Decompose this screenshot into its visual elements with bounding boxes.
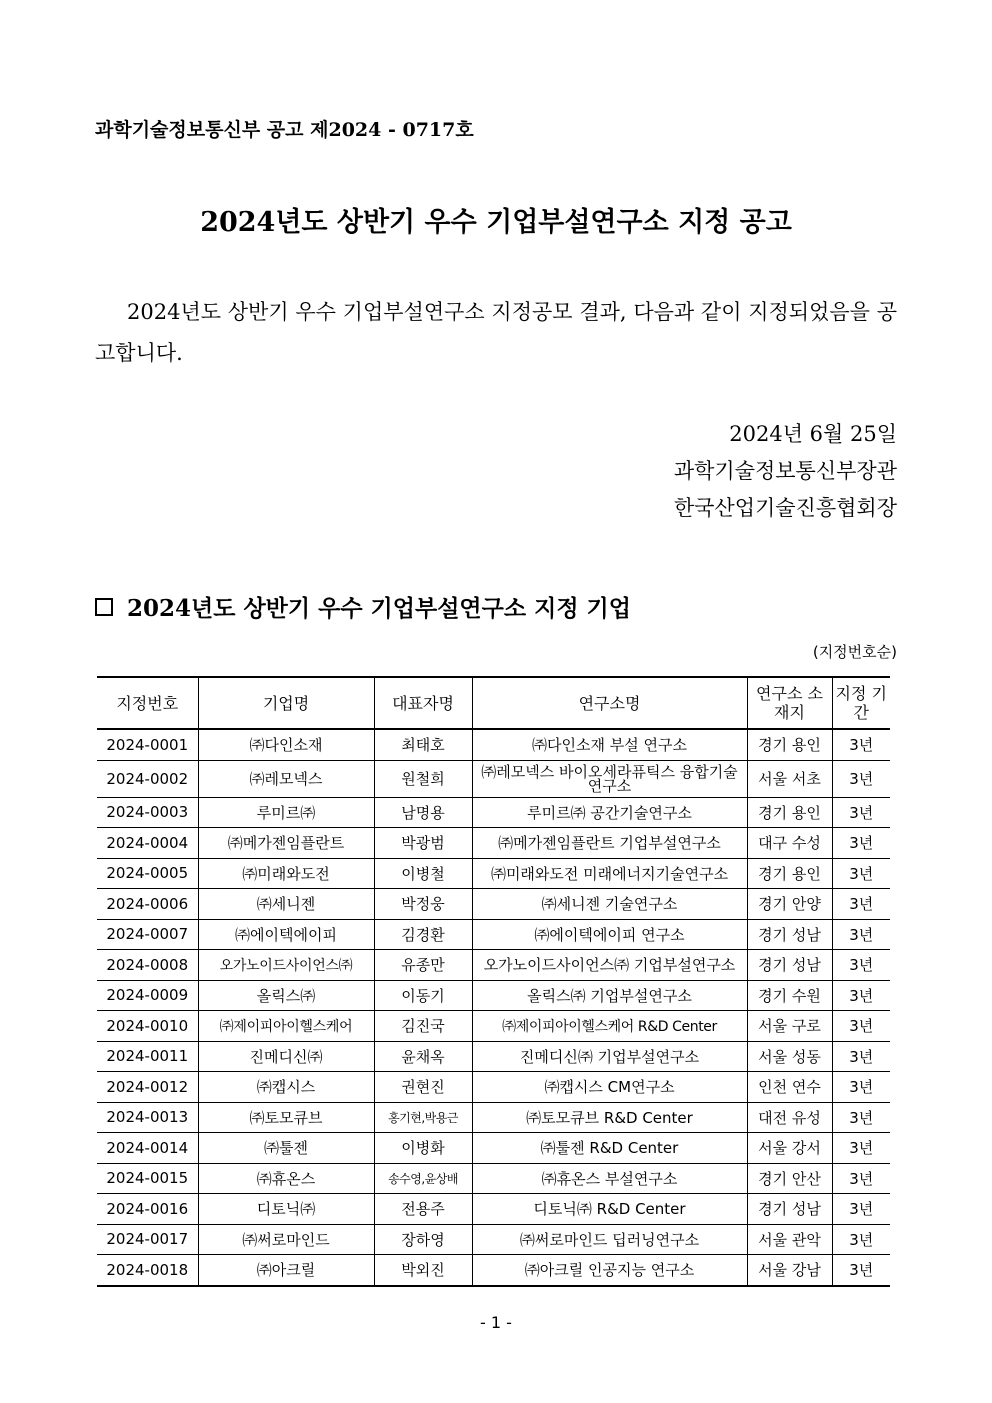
cell-period: 3년 — [832, 1194, 890, 1225]
cell-ceo: 유종만 — [374, 950, 472, 981]
cell-no: 2024-0012 — [97, 1072, 198, 1103]
announcement-body: 2024년도 상반기 우수 기업부설연구소 지정공모 결과, 다음과 같이 지정되었음을 공고합니다. — [95, 300, 897, 365]
cell-no: 2024-0013 — [97, 1102, 198, 1133]
cell-location: 서울 성동 — [747, 1041, 832, 1072]
cell-no: 2024-0005 — [97, 858, 198, 889]
cell-company: 디토닉㈜ — [198, 1194, 374, 1225]
cell-lab: ㈜토모큐브 R&D Center — [472, 1102, 747, 1133]
cell-company: ㈜토모큐브 — [198, 1102, 374, 1133]
header-ceo: 대표자명 — [374, 677, 472, 729]
table-row — [97, 1194, 890, 1225]
cell-no: 2024-0009 — [97, 980, 198, 1011]
cell-period: 3년 — [832, 858, 890, 889]
cell-period: 3년 — [832, 1011, 890, 1042]
cell-ceo: 박정웅 — [374, 889, 472, 920]
cell-ceo: 장하영 — [374, 1224, 472, 1255]
table-body — [97, 729, 890, 1286]
cell-lab: ㈜에이텍에이피 연구소 — [472, 919, 747, 950]
cell-no: 2024-0015 — [97, 1163, 198, 1194]
cell-lab: ㈜메가젠임플란트 기업부설연구소 — [472, 828, 747, 859]
cell-company: ㈜캡시스 — [198, 1072, 374, 1103]
cell-ceo: 원철희 — [374, 760, 472, 797]
cell-no: 2024-0014 — [97, 1133, 198, 1164]
cell-company: ㈜세니젠 — [198, 889, 374, 920]
cell-no: 2024-0003 — [97, 797, 198, 828]
cell-no: 2024-0017 — [97, 1224, 198, 1255]
issuer-association: 한국산업기술진흥협회장 — [673, 496, 897, 520]
cell-no: 2024-0004 — [97, 828, 198, 859]
cell-lab: 디토닉㈜ R&D Center — [472, 1194, 747, 1225]
cell-ceo: 김진국 — [374, 1011, 472, 1042]
table-row — [97, 1102, 890, 1133]
cell-ceo: 박외진 — [374, 1255, 472, 1286]
cell-location: 서울 구로 — [747, 1011, 832, 1042]
table-row — [97, 1163, 890, 1194]
table-row — [97, 950, 890, 981]
cell-ceo: 박광범 — [374, 828, 472, 859]
cell-company: ㈜다인소재 — [198, 729, 374, 760]
cell-no: 2024-0018 — [97, 1255, 198, 1286]
cell-location: 서울 서초 — [747, 760, 832, 797]
table-row — [97, 1224, 890, 1255]
header-period: 지정 기간 — [832, 677, 890, 729]
cell-lab: ㈜휴온스 부설연구소 — [472, 1163, 747, 1194]
table-row — [97, 729, 890, 760]
cell-period: 3년 — [832, 760, 890, 797]
cell-lab: ㈜툴젠 R&D Center — [472, 1133, 747, 1164]
cell-period: 3년 — [832, 1255, 890, 1286]
cell-no: 2024-0007 — [97, 919, 198, 950]
cell-period: 3년 — [832, 1224, 890, 1255]
cell-company: ㈜미래와도전 — [198, 858, 374, 889]
cell-location: 서울 관악 — [747, 1224, 832, 1255]
cell-ceo: 권현진 — [374, 1072, 472, 1103]
cell-company: 루미르㈜ — [198, 797, 374, 828]
cell-ceo: 이동기 — [374, 980, 472, 1011]
signature-block — [674, 416, 897, 527]
section-heading-text: 2024년도 상반기 우수 기업부설연구소 지정 기업 — [127, 595, 631, 622]
cell-ceo: 김경환 — [374, 919, 472, 950]
cell-lab: ㈜세니젠 기술연구소 — [472, 889, 747, 920]
cell-location: 대구 수성 — [747, 828, 832, 859]
section-heading — [95, 590, 631, 623]
cell-no: 2024-0010 — [97, 1011, 198, 1042]
header-lab: 연구소명 — [472, 677, 747, 729]
cell-period: 3년 — [832, 1041, 890, 1072]
cell-company: 진메디신㈜ — [198, 1041, 374, 1072]
table-row — [97, 889, 890, 920]
cell-period: 3년 — [832, 980, 890, 1011]
cell-lab: 루미르㈜ 공간기술연구소 — [472, 797, 747, 828]
cell-location: 서울 강서 — [747, 1133, 832, 1164]
cell-lab: ㈜캡시스 CM연구소 — [472, 1072, 747, 1103]
cell-no: 2024-0008 — [97, 950, 198, 981]
designation-table — [97, 676, 890, 1287]
cell-company: ㈜툴젠 — [198, 1133, 374, 1164]
cell-company: 오가노이드사이언스㈜ — [198, 950, 374, 981]
cell-location: 대전 유성 — [747, 1102, 832, 1133]
cell-lab: ㈜써로마인드 딥러닝연구소 — [472, 1224, 747, 1255]
cell-company: ㈜아크릴 — [198, 1255, 374, 1286]
cell-company: ㈜레모넥스 — [198, 760, 374, 797]
cell-period: 3년 — [832, 1133, 890, 1164]
table-row — [97, 828, 890, 859]
cell-period: 3년 — [832, 1072, 890, 1103]
cell-location: 경기 안산 — [747, 1163, 832, 1194]
cell-lab: ㈜레모넥스 바이오세라퓨틱스 융합기술연구소 — [472, 760, 747, 797]
cell-location: 서울 강남 — [747, 1255, 832, 1286]
cell-company: ㈜제이피아이헬스케어 — [198, 1011, 374, 1042]
cell-ceo: 이병화 — [374, 1133, 472, 1164]
cell-period: 3년 — [832, 1163, 890, 1194]
cell-lab: 올릭스㈜ 기업부설연구소 — [472, 980, 747, 1011]
cell-lab: ㈜다인소재 부설 연구소 — [472, 729, 747, 760]
cell-ceo: 윤채옥 — [374, 1041, 472, 1072]
cell-period: 3년 — [832, 797, 890, 828]
table-row — [97, 858, 890, 889]
cell-lab: ㈜제이피아이헬스케어 R&D Center — [472, 1011, 747, 1042]
table-header-row — [97, 677, 890, 729]
cell-ceo: 이병철 — [374, 858, 472, 889]
cell-location: 인천 연수 — [747, 1072, 832, 1103]
checkbox-square-icon — [95, 598, 113, 616]
header-location: 연구소 소재지 — [747, 677, 832, 729]
cell-no: 2024-0001 — [97, 729, 198, 760]
cell-location: 경기 안양 — [747, 889, 832, 920]
cell-no: 2024-0006 — [97, 889, 198, 920]
cell-period: 3년 — [832, 1102, 890, 1133]
cell-location: 경기 성남 — [747, 950, 832, 981]
cell-location: 경기 성남 — [747, 1194, 832, 1225]
cell-period: 3년 — [832, 828, 890, 859]
issuer-ministry: 과학기술정보통신부장관 — [673, 459, 897, 483]
cell-lab: ㈜아크릴 인공지능 연구소 — [472, 1255, 747, 1286]
cell-location: 경기 수원 — [747, 980, 832, 1011]
table-row — [97, 980, 890, 1011]
table-row — [97, 1072, 890, 1103]
cell-ceo: 전용주 — [374, 1194, 472, 1225]
cell-no: 2024-0002 — [97, 760, 198, 797]
page-title: 2024년도 상반기 우수 기업부설연구소 지정 공고 — [200, 207, 792, 238]
sort-note: (지정번호순) — [812, 643, 897, 661]
cell-company: ㈜휴온스 — [198, 1163, 374, 1194]
cell-lab: 진메디신㈜ 기업부설연구소 — [472, 1041, 747, 1072]
table-row — [97, 1133, 890, 1164]
cell-period: 3년 — [832, 919, 890, 950]
cell-lab: 오가노이드사이언스㈜ 기업부설연구소 — [472, 950, 747, 981]
cell-ceo: 홍기현,박용근 — [374, 1102, 472, 1133]
cell-company: ㈜메가젠임플란트 — [198, 828, 374, 859]
page-number: - 1 - — [480, 1313, 512, 1332]
table-row — [97, 1011, 890, 1042]
announcement-date: 2024년 6월 25일 — [729, 422, 897, 446]
cell-ceo: 남명용 — [374, 797, 472, 828]
cell-company: 올릭스㈜ — [198, 980, 374, 1011]
cell-period: 3년 — [832, 889, 890, 920]
cell-location: 경기 용인 — [747, 729, 832, 760]
cell-no: 2024-0011 — [97, 1041, 198, 1072]
cell-no: 2024-0016 — [97, 1194, 198, 1225]
notice-number: 과학기술정보통신부 공고 제2024 - 0717호 — [95, 119, 474, 141]
cell-location: 경기 용인 — [747, 797, 832, 828]
header-no: 지정번호 — [97, 677, 198, 729]
cell-ceo: 송수영,윤상배 — [374, 1163, 472, 1194]
cell-lab: ㈜미래와도전 미래에너지기술연구소 — [472, 858, 747, 889]
cell-company: ㈜써로마인드 — [198, 1224, 374, 1255]
cell-location: 경기 용인 — [747, 858, 832, 889]
table-row — [97, 1041, 890, 1072]
table-row — [97, 919, 890, 950]
cell-period: 3년 — [832, 729, 890, 760]
table-row — [97, 760, 890, 797]
table-row — [97, 797, 890, 828]
cell-period: 3년 — [832, 950, 890, 981]
table-row — [97, 1255, 890, 1286]
cell-ceo: 최태호 — [374, 729, 472, 760]
header-company: 기업명 — [198, 677, 374, 729]
cell-company: ㈜에이텍에이피 — [198, 919, 374, 950]
cell-location: 경기 성남 — [747, 919, 832, 950]
